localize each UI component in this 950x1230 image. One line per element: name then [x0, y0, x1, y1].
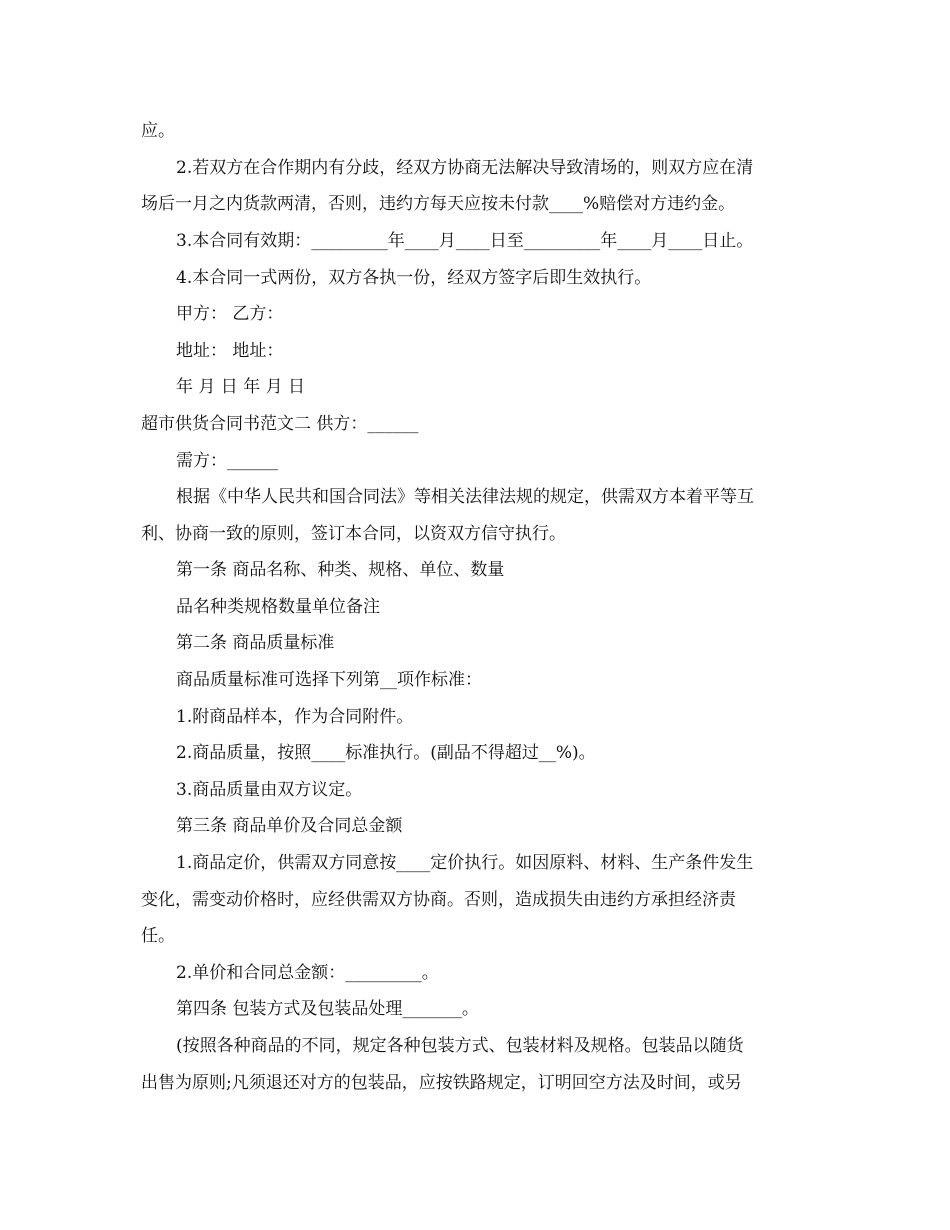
article-heading: 第四条 包装方式及包装品处理_______。: [176, 999, 479, 1019]
text-line: 2.商品质量，按照____标准执行。(副品不得超过__%)。: [176, 743, 596, 763]
text-line: 品名种类规格数量单位备注: [176, 597, 380, 617]
text-line: 2.单价和合同总金额：_________。: [176, 963, 439, 983]
article-heading: 第三条 商品单价及合同总金额: [176, 816, 403, 836]
text-line: 2.若双方在合作期内有分歧，经双方协商无法解决导致清场的，则双方应在清: [176, 158, 754, 178]
text-line: 甲方： 乙方：: [176, 304, 284, 324]
text-line: 年 月 日 年 月 日: [176, 377, 306, 397]
text-line: 应。: [141, 121, 175, 141]
text-line: 需方：______: [176, 451, 278, 471]
text-line: 商品质量标准可选择下列第__项作标准：: [176, 670, 482, 690]
text-line: 4.本合同一式两份，双方各执一份，经双方签字后即生效执行。: [176, 268, 652, 288]
text-line: 场后一月之内货款两清，否则，违约方每天应按未付款____%赔偿对方违约金。: [141, 194, 736, 214]
text-line: 根据《中华人民共和国合同法》等相关法律法规的规定，供需双方本着平等互: [176, 487, 754, 507]
text-line: 1.商品定价，供需双方同意按____定价执行。如因原料、材料、生产条件发生: [176, 853, 754, 873]
text-line: 3.本合同有效期：_________年____月____日至_________年____月____日止。: [176, 231, 754, 251]
section-heading: 超市供货合同书范文二 供方：______: [141, 414, 419, 434]
text-line: 变化，需变动价格时，应经供需双方协商。否则，造成损失由违约方承担经济责: [141, 890, 736, 910]
text-line: 利、协商一致的原则，签订本合同，以资双方信守执行。: [141, 524, 566, 544]
article-heading: 第一条 商品名称、种类、规格、单位、数量: [176, 560, 505, 580]
text-line: 地址： 地址：: [176, 341, 284, 361]
article-heading: 第二条 商品质量标准: [176, 633, 335, 653]
text-line: 出售为原则;凡须退还对方的包装品，应按铁路规定，订明回空方法及时间，或另: [141, 1073, 742, 1093]
text-line: 3.商品质量由双方议定。: [176, 780, 363, 800]
text-line: (按照各种商品的不同，规定各种包装方式、包装材料及规格。包装品以随货: [176, 1036, 744, 1056]
text-line: 任。: [141, 926, 175, 946]
text-line: 1.附商品样本，作为合同附件。: [176, 707, 414, 727]
